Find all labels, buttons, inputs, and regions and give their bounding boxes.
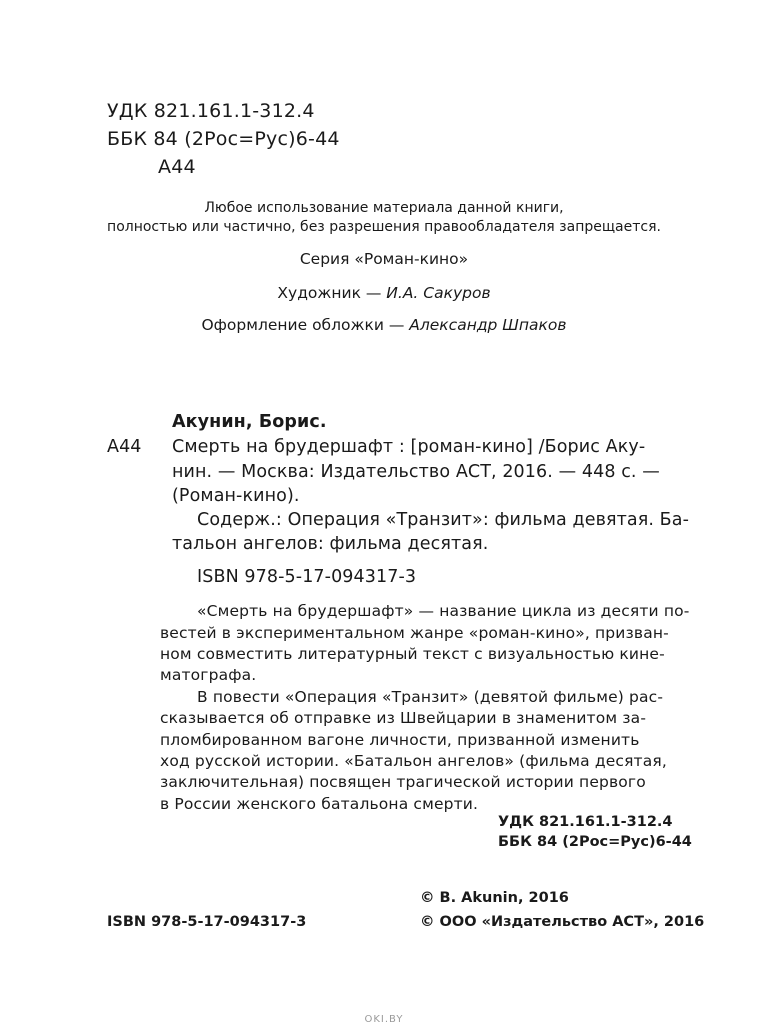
annotation-p2-line-4: ход русской истории. «Батальон ангелов» (фильма десятая, — [160, 752, 667, 770]
description-line-1: Смерть на брудершафт : [роман-кино] /Борис Аку- — [172, 437, 646, 457]
annotation-p1-line-2: вестей в экспериментальном жанре «роман-кино», призван- — [160, 624, 669, 642]
description-line-2: нин. — Москва: Издательство АСТ, 2016. — 448 с. — — [172, 462, 660, 482]
artist-line — [0, 284, 768, 302]
artist-label: Художник — — [277, 284, 387, 302]
contents-line-2: тальон ангелов: фильма десятая. — [172, 534, 489, 554]
classification-udk: УДК 821.161.1-312.4 — [498, 814, 673, 830]
author-mark: А44 — [158, 156, 196, 178]
series-line: Серия «Роман-кино» — [299, 250, 469, 268]
contents-line-1: Содерж.: Операция «Транзит»: фильма девятая. Ба- — [197, 510, 690, 530]
annotation-p2-line-3: пломбированном вагоне личности, призванной изменить — [160, 731, 640, 749]
copyright-notice-line-2: полностью или частично, без разрешения правообладателя запрещается. — [107, 219, 661, 235]
annotation-p1-line-4: матографа. — [160, 666, 257, 684]
description-line-3: (Роман-кино). — [172, 486, 300, 506]
annotation-p1-line-3: ном совместить литературный текст с визуальностью кине- — [160, 645, 665, 663]
annotation-p2-line-2: сказывается об отправке из Швейцарии в знаменитом за- — [160, 709, 647, 727]
copyright-author: © B. Akunin, 2016 — [420, 890, 569, 906]
cover-design-label: Оформление обложки — — [201, 316, 410, 334]
cover-design-line — [0, 316, 768, 334]
isbn-record: ISBN 978-5-17-094317-3 — [197, 567, 417, 587]
cover-design-name: Александр Шпаков — [409, 316, 567, 334]
annotation-p2-line-1: В повести «Операция «Транзит» (девятой фильме) рас- — [197, 688, 664, 706]
artist-name: И.А. Сакуров — [386, 284, 491, 302]
annotation-p2-line-6: в России женского батальона смерти. — [160, 795, 479, 813]
author-heading: Акунин, Борис. — [172, 412, 327, 432]
copyright-publisher: © ООО «Издательство АСТ», 2016 — [420, 914, 705, 930]
bbk-code: ББК 84 (2Рос=Рус)6-44 — [107, 128, 340, 150]
annotation-p1-line-1: «Смерть на брудершафт» — название цикла из десяти по- — [197, 602, 690, 620]
watermark: OKI.BY — [364, 1014, 404, 1025]
isbn-footer: ISBN 978-5-17-094317-3 — [107, 914, 307, 930]
classification-bbk: ББК 84 (2Рос=Рус)6-44 — [498, 834, 692, 850]
udk-code: УДК 821.161.1-312.4 — [107, 100, 315, 122]
annotation-p2-line-5: заключительная) посвящен трагической истории первого — [160, 773, 646, 791]
copyright-notice-line-1: Любое использование материала данной книги, — [204, 200, 564, 216]
bib-author-mark: А44 — [107, 437, 142, 457]
